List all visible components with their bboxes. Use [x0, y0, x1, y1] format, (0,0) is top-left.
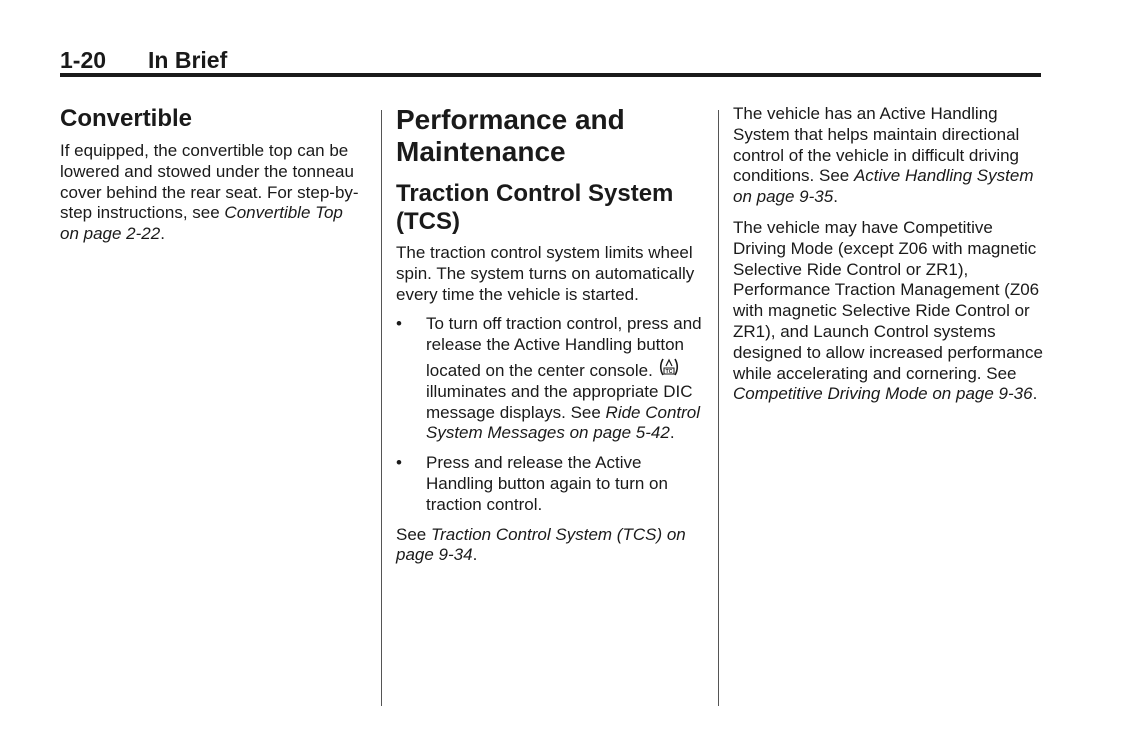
punctuation: .: [1032, 384, 1038, 404]
column-divider: [381, 110, 382, 706]
bullet-text: Press and release the Active Handling button again to turn on traction control.: [426, 453, 668, 514]
column-right: [733, 104, 1045, 405]
column-left: [60, 104, 365, 245]
convertible-text: If equipped, the convertible top can be lowered and stowed under the tonneau cover behind the rear seat. For step-by-step instructions, see: [60, 141, 359, 223]
tcs-link[interactable]: Traction Control System (TCS) on page 9-34: [396, 524, 686, 565]
convertible-top-link[interactable]: Convertible Top on page 2-22: [60, 203, 343, 244]
active-handling-paragraph: [733, 104, 1045, 208]
section-title: In Brief: [148, 47, 228, 73]
traction-control-icon: [659, 356, 679, 378]
svg-text:TC: TC: [665, 368, 672, 375]
punctuation: .: [669, 423, 675, 443]
performance-heading: Performance and Maintenance: [396, 104, 625, 167]
bullet-text: To turn off traction control, press and release the Active Handling button located on the center console.: [426, 314, 702, 380]
punctuation: .: [472, 545, 478, 565]
punctuation: .: [160, 224, 165, 244]
ride-control-link[interactable]: Ride Control System Messages on page 5-42: [426, 402, 701, 443]
list-item: [396, 453, 706, 515]
column-divider: [718, 110, 719, 706]
tcs-bullet-list: [396, 314, 706, 515]
bullet-icon: •: [396, 453, 402, 473]
page-number: 1-20: [60, 47, 107, 73]
header-rule: [60, 73, 1041, 77]
bullet-icon: •: [396, 314, 402, 334]
competitive-driving-paragraph: [733, 218, 1045, 405]
convertible-paragraph: [60, 141, 365, 245]
paragraph-text: The vehicle has an Active Handling System that helps maintain directional control of the vehicle in difficult driving conditions. See: [733, 104, 1020, 186]
convertible-heading: Convertible: [60, 105, 193, 132]
column-middle: [396, 104, 706, 566]
punctuation: .: [833, 187, 838, 207]
tcs-intro: The traction control system limits wheel spin. The system turns on automatically every time the vehicle is started.: [396, 243, 695, 304]
list-item: [396, 314, 706, 444]
competitive-driving-link[interactable]: Competitive Driving Mode on page 9-36: [733, 384, 1033, 404]
paragraph-text: The vehicle may have Competitive Driving Mode (except Z06 with magnetic Selective Ride Control or ZR1), Performance Traction Management (Z06 with magnetic Selective Ride Control or ZR1), and Launch Control systems designed to allow increased performance while accelerating and cornering. See: [733, 217, 1043, 383]
see-text: See: [396, 524, 431, 544]
tcs-see-also: [396, 525, 706, 567]
tcs-heading: Traction Control System (TCS): [396, 180, 674, 235]
bullet-text: illuminates and the appropriate DIC message displays. See: [426, 381, 693, 422]
page-header: [60, 46, 1041, 74]
active-handling-link[interactable]: Active Handling System on page 9-35: [733, 166, 1034, 207]
